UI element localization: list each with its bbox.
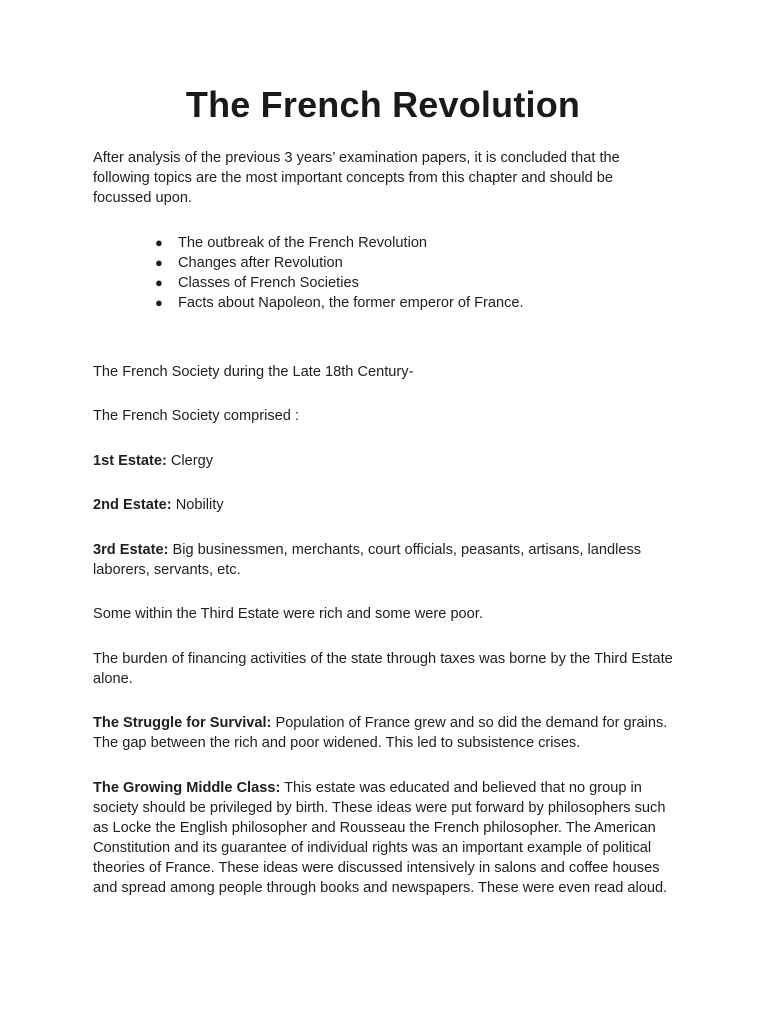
topic-text: The outbreak of the French Revolution — [178, 235, 428, 251]
bullet-icon: ● — [155, 275, 163, 290]
bullet-icon: ● — [155, 295, 163, 310]
estate-1-text: Clergy — [166, 453, 214, 469]
struggle-paragraph — [93, 713, 673, 753]
middle-class-paragraph — [93, 778, 673, 898]
list-item — [155, 253, 524, 273]
estate-1-paragraph — [93, 451, 673, 471]
middle-class-text: This estate was educated and believed that no group in society should be privileged by birth. These ideas were put forward by philosophers such as Locke the English philosopher and Rousseau the French philosopher. The American Constitution and its guarantee of individual rights was an important example of political theories of France. These ideas were discussed intensively in salons and coffee houses and spread among people through books and newspapers. These were even read aloud. — [93, 780, 668, 896]
estate-1-label: 1st Estate: — [93, 453, 167, 469]
topics-list — [155, 233, 524, 313]
estate-3-text: Big businessmen, merchants, court officials, peasants, artisans, landless laborers, servants, etc. — [93, 542, 642, 578]
bullet-icon: ● — [155, 235, 163, 250]
middle-class-label: The Growing Middle Class: — [93, 780, 281, 796]
intro-paragraph: After analysis of the previous 3 years’ examination papers, it is concluded that the following topics are the most important concepts from this chapter and should be focussed upon. — [93, 150, 620, 206]
list-item — [155, 273, 524, 293]
burden-paragraph: The burden of financing activities of the state through taxes was borne by the Third Estate alone. — [93, 651, 673, 687]
estate-2-paragraph — [93, 495, 673, 515]
topic-text: Facts about Napoleon, the former emperor of France. — [178, 295, 524, 311]
estate-3-label: 3rd Estate: — [93, 542, 169, 558]
society-heading: The French Society during the Late 18th Century- — [93, 364, 414, 380]
topic-text: Changes after Revolution — [178, 255, 343, 271]
topic-text: Classes of French Societies — [178, 275, 359, 291]
estate-3-paragraph — [93, 540, 673, 580]
third-estate-note: Some within the Third Estate were rich and some were poor. — [93, 606, 483, 622]
struggle-label: The Struggle for Survival: — [93, 715, 272, 731]
bullet-icon: ● — [155, 255, 163, 270]
list-item — [155, 233, 524, 253]
page-title: The French Revolution — [185, 84, 581, 125]
estate-2-text: Nobility — [171, 497, 224, 513]
estate-2-label: 2nd Estate: — [93, 497, 172, 513]
list-item — [155, 293, 524, 313]
society-comprised: The French Society comprised : — [93, 408, 300, 424]
struggle-text: Population of France grew and so did the demand for grains. The gap between the rich and poor widened. This led to subsistence crises. — [93, 715, 668, 751]
